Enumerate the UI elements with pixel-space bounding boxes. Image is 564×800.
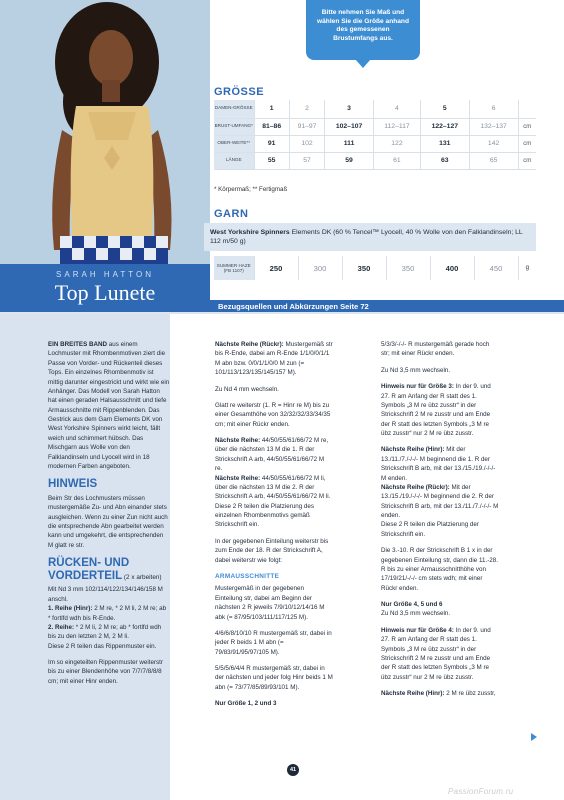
size-row-label: LÄNGE [214, 152, 254, 169]
yarn-heading: GARN [214, 208, 249, 220]
size-callout: Bitte nehmen Sie Maß und wählen Sie die Größe anhand des gemessenen Brustumfangs aus. [306, 0, 420, 60]
title-band [0, 264, 210, 312]
size-cell: 6 [469, 100, 518, 118]
unit-cell: cm [518, 118, 536, 135]
unit-cell: cm [518, 135, 536, 152]
lead: Nächste Reihe: [215, 437, 261, 444]
size-cell: 142 [469, 135, 518, 152]
size-cell: 81–86 [254, 118, 289, 135]
unit-cell: cm [518, 152, 536, 169]
source-bar: Bezugsquellen und Abkürzungen Seite 72 [210, 300, 564, 314]
paragraph: Mustergemäß in der gegebenen Einteilung str, dabei am Beginn der nächsten 2 R jeweils 7/9/10/12/14/16 M abk (= 87/95/103/111/117/125 M). [215, 585, 325, 621]
yarn-cell: 400 [430, 256, 474, 280]
size-note: * Körpermaß; ** Fertigmaß [214, 186, 288, 193]
lead: Nächste Reihe (Rückr): [215, 341, 284, 348]
size-cell: 2 [289, 100, 324, 118]
size-cell: 111 [325, 135, 374, 152]
size-subheading: Nur Größe 1, 2 und 3 [215, 700, 277, 708]
text: Mustergemäß str bis R-Ende, dabei am R-Ende 1/1/0/0/1/1 M abn bzw. 0/0/1/1/0/0 M zun (= 101/113/123/135/145/157 M). [215, 341, 333, 377]
size-cell: 102 [289, 135, 324, 152]
page-number: 41 [287, 764, 299, 776]
yarn-table [214, 256, 536, 280]
row-1-lead: 1. Reihe (Hinr): [48, 605, 93, 613]
size-cell: 63 [420, 152, 469, 169]
yarn-cell: 350 [342, 256, 386, 280]
lead: Nächste Reihe (Hinr): [381, 690, 445, 697]
row-1-text: 2 M re, * 2 M li, 2 M re; ab * fortlfd wdh bis R-Ende. [48, 605, 167, 622]
paragraph [381, 382, 499, 438]
lead: Hinweis nur für Größe 3: [381, 383, 454, 391]
paragraph [381, 689, 499, 698]
yarn-description [204, 223, 536, 251]
paragraph: 4/6/6/8/10/10 R mustergemäß str, dabei in jeder R beids 1 M abn (= 79/83/91/95/97/105 M). [215, 629, 332, 656]
paragraph: Zu Nd 3,5 mm wechseln. [381, 366, 451, 374]
paragraph: Diese 2 R teilen die Platzierung der Strickschrift ein. [381, 521, 479, 538]
lead: Nächste Reihe (Hinr): [381, 446, 445, 454]
size-cell: 59 [325, 152, 374, 169]
row-1-instruction [48, 604, 170, 623]
paragraph: Die 3.-10. R der Strickschrift B 1 x in der gegebenen Einteilung str, dann die 11.-28. R bis zu einer Armausschnitthöhe von 17/19/21/-/-/- cm stets wdh; mit einer Rückr enden. [381, 547, 498, 592]
row-2-text: * 2 M li, 2 M re; ab * fortlfd wdh bis zu den letzten 2 M, 2 M li. [48, 623, 162, 641]
unit-cell [518, 100, 536, 118]
text: 2 M re übz zusstr, [444, 690, 496, 697]
sizes-heading: GRÖSSE [214, 86, 265, 98]
size-cell: 122 [373, 135, 420, 152]
column-3 [381, 340, 499, 698]
size-cell: 61 [373, 152, 420, 169]
size-cell: 122–127 [420, 118, 469, 135]
size-cell: 4 [373, 100, 420, 118]
unit-cell: g [525, 265, 529, 271]
text: In der 9. und 27. R am Anfang der R statt des 1. Symbols „3 M re übz zusstr“ in der Strickschrift 2 M re zusstr und am Ende der R statt des letzten Symbols „3 M re übz zusstr“ nur 2 M re übz zusstr. [381, 383, 491, 437]
hero-photo [0, 0, 210, 312]
paragraph [381, 626, 499, 682]
yarn-cell: 450 [474, 256, 518, 280]
text: 44/50/55/61/66/72 M re, über die nächsten 13 M die 1. R der Strickschrift A arb, 44/50/55/61/66/72 M re. [215, 437, 329, 473]
size-cell: 131 [420, 135, 469, 152]
size-cell: 65 [469, 152, 518, 169]
text: Mit der 13./11./7./-/-/- M beginnend die 1. R der Strickschrift B arb, mit der 13./15./19./-/-/- M enden. [381, 446, 496, 482]
paragraph: Zu Nd 4 mm wechseln. [215, 385, 279, 393]
designer-name: SARAH HATTON [56, 270, 154, 279]
rib-continue: Im so eingeteilten Rippenmuster weiterstr bis zu einer Blendenhöhe von 7/7/7/8/8/8 cm; mit einer Hinr enden. [48, 659, 163, 685]
yarn-details: Elements DK (60 % Tencel™ Lyocell, 40 % Wolle von den Falklandinseln; LL 112 m/50 g) [210, 229, 523, 246]
continue-arrow-icon [531, 733, 537, 741]
text: Mit der 13./15./19./-/-/- M beginnend die 2. R der Strickschrift B arb, mit der 13./11./7./-/-/- M enden. [381, 483, 499, 519]
size-cell: 132–137 [469, 118, 518, 135]
row-2-lead: 2. Reihe: [48, 623, 75, 631]
size-cell: 57 [289, 152, 324, 169]
yarn-cell: 250 [254, 256, 298, 280]
size-cell: 112–117 [373, 118, 420, 135]
text: In der 9. und 27. R am Anfang der R statt des 1. Symbols „3 M re übz zusstr“ in der Strickschrift 2 M re zusstr und am Ende der R statt des letzten Symbols „3 M re übz zusstr“ nur 2 M re übz zusstr. [381, 626, 491, 681]
rib-note: Diese 2 R teilen das Rippenmuster ein. [48, 642, 157, 650]
paragraph: In der gegebenen Einteilung weiterstr bis zum Ende der 18. R der Strickschrift A, dabei weiterstr wie folgt: [215, 537, 329, 564]
size-cell: 102–107 [325, 118, 374, 135]
size-cell: 3 [325, 100, 374, 118]
paragraph [215, 474, 333, 502]
lead: Hinweis nur für Größe 4: [381, 626, 454, 634]
paragraph [215, 436, 333, 474]
size-row [214, 152, 536, 169]
paragraph: Zu Nd 3,5 mm wechseln. [381, 610, 451, 618]
rv-count: (2 x arbeiten) [122, 573, 162, 581]
intro-text: aus einem Lochmuster mit Rhombenmotiven ziert die Passe von Vorder- und Rückenteil dieses Tops. Ein einzelnes Rhombenmotiv ist mittig darunter eingestrickt und wirkt wie ein Anhänger. Das Modell von Sarah Hatton hat einen geraden Halsausschnitt und tiefe Armausschnitte mit Rippenblenden. Das Gestrick aus dem Garn Elements DK von West Yorkshire Spinners wirkt leicht, fällt weich und schimmert hübsch. Das Mischgarn aus Wolle von den Falklandinseln und Lyocell wird in 18 modernen Farben angeboten. [48, 341, 170, 470]
rv-heading-text: RÜCKEN- UND VORDERTEIL [48, 557, 130, 582]
size-row-label: DAMEN-GRÖSSE [214, 100, 254, 118]
hinweis-text: Beim Str des Lochmusters müssen mustergemäße Zu- und Abn einander stets ausgleichen. Wenn zu einer Zun nicht auch die entsprechende Abn gearbeitet werden kann und umgekehrt, die entsprechenden M glatt re str. [48, 494, 168, 549]
intro-paragraph [48, 340, 170, 471]
row-2-instruction [48, 623, 170, 642]
watermark: PassionForum.ru [448, 787, 514, 796]
size-row [214, 100, 536, 118]
text: 44/50/55/61/66/72 M li, über die nächsten 13 M die 2. R der Strickschrift A arb, 44/50/55/61/66/72 M li. [215, 474, 331, 501]
paragraph: 5/3/3/-/-/- R mustergemäß gerade hoch str; mit einer Rückr enden. [381, 341, 490, 358]
yarn-brand: West Yorkshire Spinners [210, 229, 290, 236]
lead: Nächste Reihe: [215, 474, 261, 482]
size-cell: 55 [254, 152, 289, 169]
paragraph [381, 483, 499, 521]
paragraph: Diese 2 R teilen die Platzierung des einzelnen Rhombenmotivs gemäß Strickschrift ein. [215, 502, 315, 529]
column-1 [48, 340, 170, 693]
size-row [214, 135, 536, 152]
size-row-label: OBER-WEITE** [214, 135, 254, 152]
rv-line: Mit Nd 3 mm 102/114/122/134/146/158 M anschl. [48, 586, 163, 603]
callout-pointer-icon [355, 59, 371, 68]
paragraph [381, 445, 499, 483]
lead: Nächste Reihe (Rückr): [381, 483, 450, 491]
size-cell: 5 [420, 100, 469, 118]
size-table [214, 100, 536, 170]
yarn-cell: 300 [298, 256, 342, 280]
yarn-cell: 350 [386, 256, 430, 280]
armholes-heading: ARMAUSSCHNITTE [215, 572, 280, 580]
yarn-row-label: SUMMER HAZE (FB 1107) [214, 256, 254, 280]
paragraph [215, 340, 333, 378]
yarn-row [214, 256, 536, 280]
paragraph: 5/5/5/6/4/4 R mustergemäß str, dabei in der nächsten und jeder folg Hinr beids 1 M abn (= 73/77/85/89/93/101 M). [215, 665, 333, 691]
size-cell: 91 [254, 135, 289, 152]
size-row [214, 118, 536, 135]
size-cell: 91–97 [289, 118, 324, 135]
section-heading-rv [48, 557, 170, 582]
size-row-label: BRUST-UMFANG* [214, 118, 254, 135]
column-2 [215, 340, 333, 716]
hinweis-heading: HINWEIS [48, 478, 98, 491]
size-cell: 1 [254, 100, 289, 118]
pattern-title: Top Lunete [54, 280, 156, 305]
intro-lead: EIN BREITES BAND [48, 341, 108, 348]
paragraph: Glatt re weiterstr (1. R = Hinr re M) bis zu einer Gesamthöhe von 32/32/32/33/34/35 cm; mit einer Rückr enden. [215, 401, 331, 428]
size-subheading: Nur Größe 4, 5 und 6 [381, 601, 443, 608]
